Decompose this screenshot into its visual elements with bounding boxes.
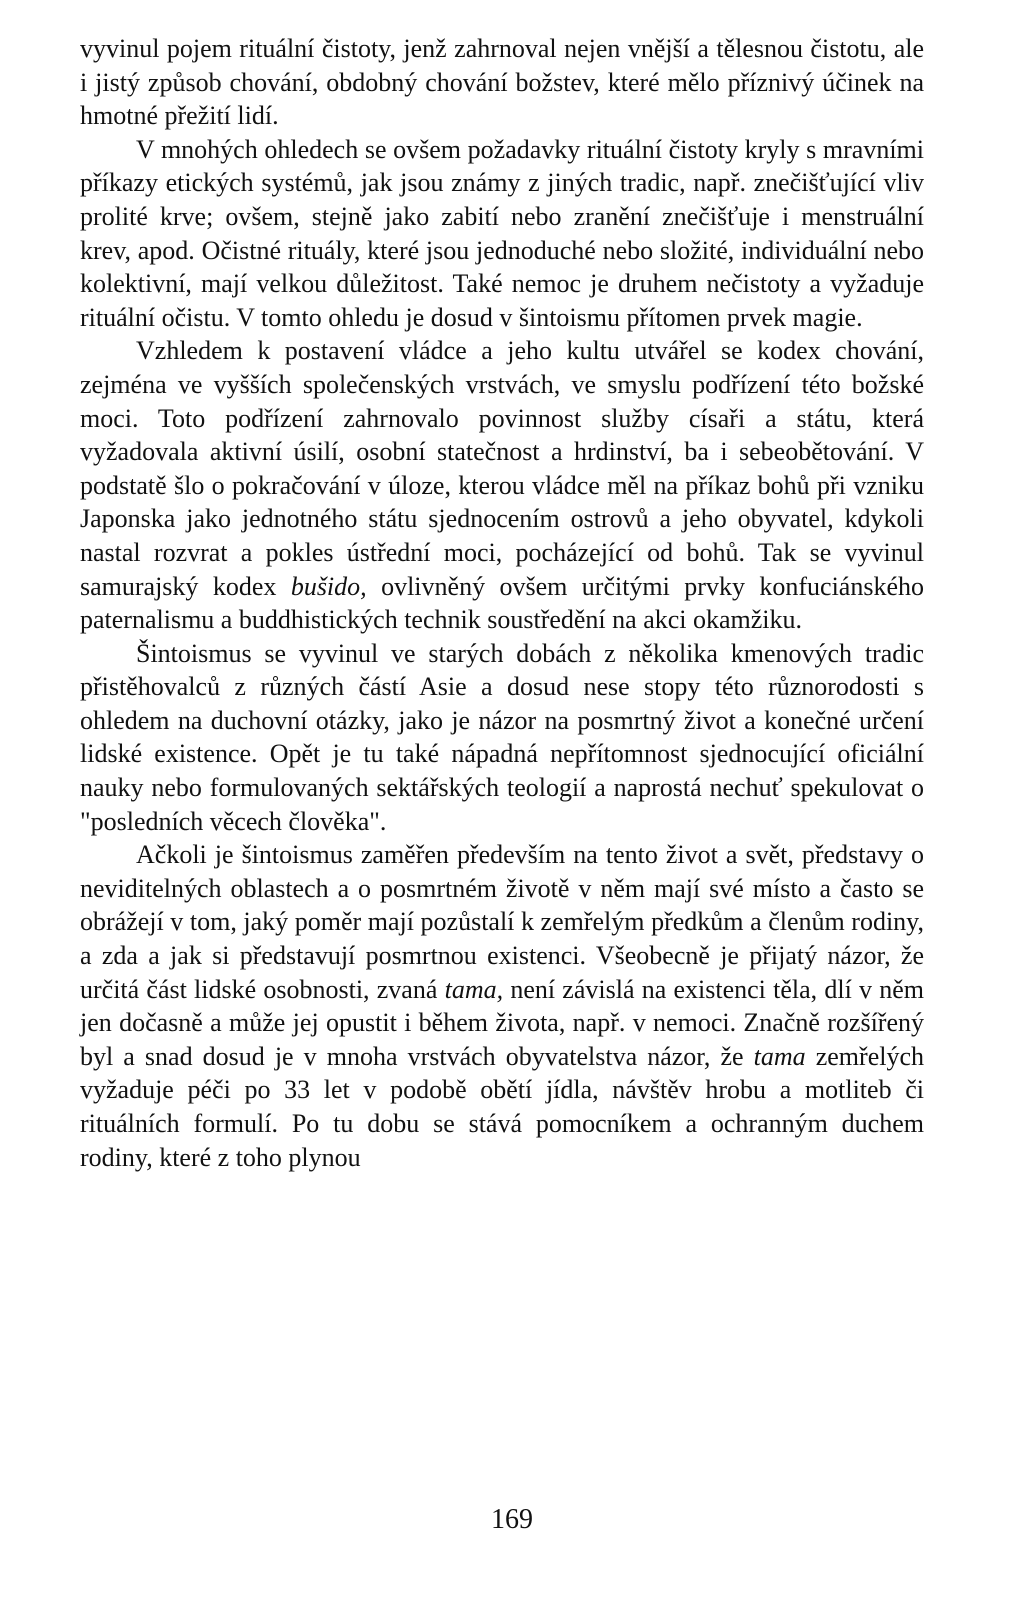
text-run: vyvinul pojem rituální čistoty, jenž zahrnoval nejen vnější a tělesnou čistotu, ale i jistý způsob chování, obdobný chování božstev, které mělo příznivý účinek na hmotné přežití lidí. (80, 34, 924, 131)
text-run: Šintoismus se vyvinul ve starých dobách z několika kmenových tradic přistěhovalců z různých částí Asie a dosud nese stopy této různorodosti s ohledem na duchovní otázky, jako je názor na posmrtný život a konečné určení lidské existence. Opět je tu také nápadná nepřítomnost sjednocující oficiální nauky nebo formulovaných sektářských teologií a naprostá nechuť spekulovat o "posledních věcech člověka". (80, 638, 924, 836)
text-run: není závislá na existenci těla, dlí v něm jen dočasně a může jej opustit i během života, např. v nemoci. Značně rozšířený byl a snad dosud je v mnoha vrstvách obyvatelstva názor, že (80, 974, 924, 1071)
page-body (80, 32, 924, 1174)
paragraph (80, 32, 924, 133)
italic-term: bušido, (290, 571, 367, 601)
text-run: V mnohých ohledech se ovšem požadavky rituální čistoty kryly s mravními příkazy etických systémů, jak jsou známy z jiných tradic, např. znečišťující vliv prolité krve; ovšem, stejně jako zabití nebo zranění znečišťuje i menstruální krev, apod. Očistné rituály, které jsou jednoduché nebo složité, individuální nebo kolektivní, mají velkou důležitost. Také nemoc je druhem nečistoty a vyžaduje rituální očistu. V tomto ohledu je dosud v šintoismu přítomen prvek magie. (80, 134, 924, 332)
text-run: zemřelých vyžaduje péči po 33 let v podobě obětí jídla, návštěv hrobu a motliteb či rituálních formulí. Po tu dobu se stává pomocníkem a ochranným duchem rodiny, které z toho plynou (80, 1041, 924, 1172)
page-number: 169 (491, 1504, 533, 1535)
text-run: Vzhledem k postavení vládce a jeho kultu utvářel se kodex chování, zejména ve vyšších společenských vrstvách, ve smyslu podřízení této božské moci. Toto podřízení zahrnovalo povinnost služby císaři a státu, která vyžadovala aktivní úsilí, osobní statečnost a hrdinství, ba i sebeobětování. V podstatě šlo o pokračování v úloze, kterou vládce měl na příkaz bohů při vzniku Japonska jako jednotného státu sjednocením ostrovů a jeho obyvatel, kdykoli nastal rozvrat a pokles ústřední moci, pocházející od bohů. Tak se vyvinul samurajský kodex (80, 336, 924, 601)
paragraph (80, 334, 924, 636)
italic-term: tama, (444, 974, 504, 1004)
paragraph (80, 133, 924, 335)
italic-term: tama (753, 1041, 806, 1071)
paragraph (80, 838, 924, 1174)
text-run: Ačkoli je šintoismus zaměřen především na tento život a svět, představy o neviditelných oblastech a o posmrtném životě v něm mají své místo a často se obrážejí v tom, jaký poměr mají pozůstalí k zemřelým předkům a členům rodiny, a zda a jak si představují posmrtnou existenci. Všeobecně je přijatý názor, že určitá část lidské osobnosti, zvaná (80, 840, 924, 1004)
paragraph (80, 637, 924, 839)
text-run: ovlivněný ovšem určitými prvky konfuciánského paternalismu a buddhistických technik soustředění na akci okamžiku. (80, 571, 924, 635)
